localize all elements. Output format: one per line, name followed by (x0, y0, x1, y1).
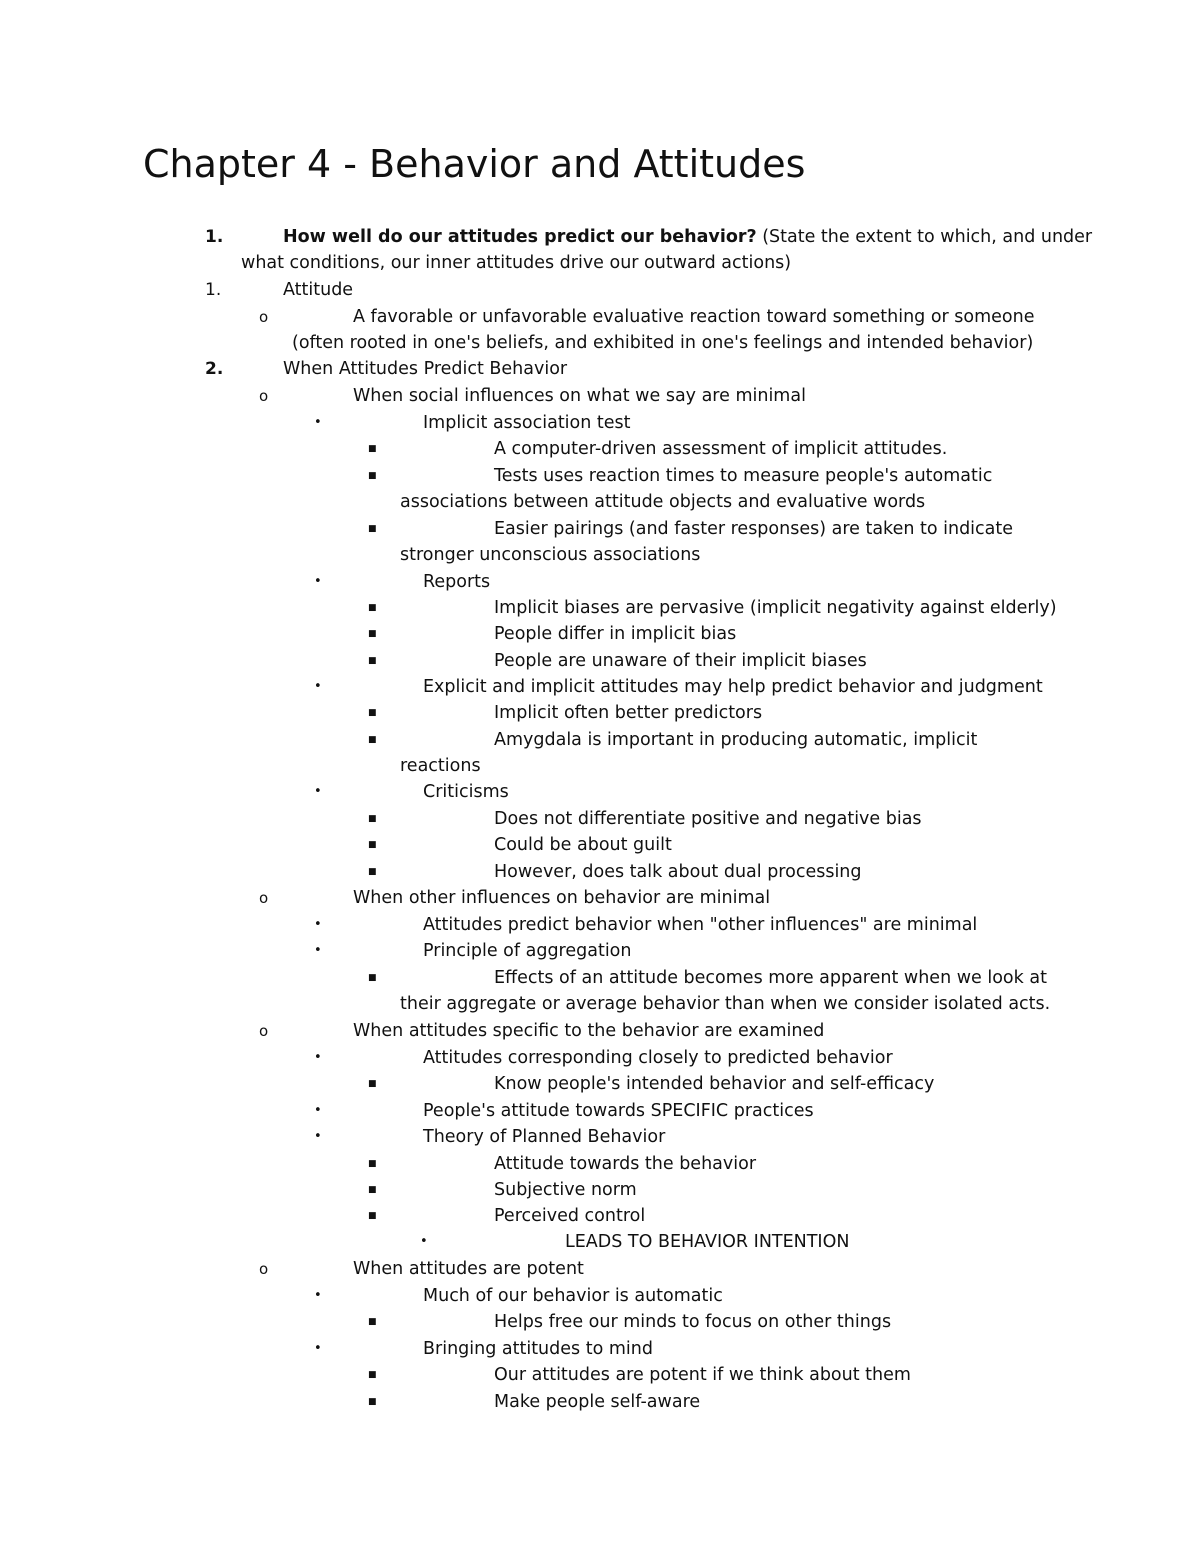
list-marker-square: ■ (368, 1317, 377, 1327)
list-item-text: Much of our behavior is automatic (423, 1286, 723, 1306)
list-item-text: A favorable or unfavorable evaluative reaction toward something or someone (353, 307, 1035, 327)
list-item-text: Attitude (283, 280, 354, 300)
list-marker-bullet: • (314, 574, 322, 589)
bold-question: How well do our attitudes predict our behavior? (283, 227, 757, 247)
list-item-text: When other influences on behavior are minimal (353, 888, 771, 908)
list-item-text: Criticisms (423, 782, 509, 802)
list-marker-num: 1. (205, 227, 224, 247)
list-item-text: A computer-driven assessment of implicit attitudes. (494, 439, 948, 459)
list-item-text: People are unaware of their implicit biases (494, 651, 867, 671)
list-marker-bullet: • (314, 1288, 322, 1303)
list-item-text: LEADS TO BEHAVIOR INTENTION (565, 1232, 850, 1252)
list-item-text: Tests uses reaction times to measure people's automatic (494, 466, 993, 486)
list-item-text: When attitudes are potent (353, 1259, 584, 1279)
list-marker-square: ■ (368, 524, 377, 534)
list-marker-square: ■ (368, 1079, 377, 1089)
list-marker-bullet: • (314, 943, 322, 958)
list-item-text: stronger unconscious associations (400, 545, 701, 565)
list-marker-square: ■ (368, 735, 377, 745)
list-item-text: Perceived control (494, 1206, 646, 1226)
list-item-text: reactions (400, 756, 481, 776)
list-item-text: People differ in implicit bias (494, 624, 737, 644)
list-item-text: Effects of an attitude becomes more apparent when we look at (494, 968, 1047, 988)
list-marker-bullet: • (314, 1341, 322, 1356)
list-item-text: Easier pairings (and faster responses) are taken to indicate (494, 519, 1014, 539)
list-item-text: Principle of aggregation (423, 941, 632, 961)
list-item-text: Implicit biases are pervasive (implicit negativity against elderly) (494, 598, 1057, 618)
list-marker-o: o (259, 308, 269, 326)
list-item-text: (often rooted in one's beliefs, and exhibited in one's feelings and intended behavior) (292, 333, 1034, 353)
list-marker-num: 1. (205, 280, 222, 300)
list-marker-bullet: • (314, 1103, 322, 1118)
list-item-text: their aggregate or average behavior than when we consider isolated acts. (400, 994, 1051, 1014)
list-marker-bullet: • (314, 679, 322, 694)
list-item-text: Helps free our minds to focus on other things (494, 1312, 892, 1332)
list-item-text: Reports (423, 572, 491, 592)
list-marker-o: o (259, 387, 269, 405)
list-item-text: Attitudes predict behavior when "other influences" are minimal (423, 915, 978, 935)
list-marker-square: ■ (368, 629, 377, 639)
page-title: Chapter 4 - Behavior and Attitudes (143, 142, 806, 186)
list-item-text: However, does talk about dual processing (494, 862, 862, 882)
list-marker-bullet: • (314, 1050, 322, 1065)
list-marker-bullet: • (314, 415, 322, 430)
list-marker-square: ■ (368, 1185, 377, 1195)
list-marker-square: ■ (368, 444, 377, 454)
list-item-text: associations between attitude objects and evaluative words (400, 492, 926, 512)
list-marker-square: ■ (368, 1370, 377, 1380)
list-item-text (283, 224, 1092, 250)
question-note: (State the extent to which, and under (756, 227, 1093, 247)
list-marker-square: ■ (368, 973, 377, 983)
list-item-text: Make people self-aware (494, 1392, 701, 1412)
list-item-text: Subjective norm (494, 1180, 637, 1200)
list-item-text: When social influences on what we say are minimal (353, 386, 806, 406)
list-marker-num: 2. (205, 359, 224, 379)
list-item-text: When attitudes specific to the behavior are examined (353, 1021, 825, 1041)
list-marker-square: ■ (368, 656, 377, 666)
list-marker-square: ■ (368, 1397, 377, 1407)
list-marker-square: ■ (368, 1159, 377, 1169)
list-item-text: Explicit and implicit attitudes may help predict behavior and judgment (423, 677, 1043, 697)
list-item-text: Know people's intended behavior and self-efficacy (494, 1074, 935, 1094)
list-item-text: People's attitude towards SPECIFIC practices (423, 1101, 814, 1121)
list-marker-o: o (259, 1260, 269, 1278)
list-item-text: Attitude towards the behavior (494, 1154, 757, 1174)
list-item-text: Amygdala is important in producing automatic, implicit (494, 730, 978, 750)
list-item-text: Could be about guilt (494, 835, 672, 855)
list-item-text: Does not differentiate positive and negative bias (494, 809, 922, 829)
list-item-text: Bringing attitudes to mind (423, 1339, 653, 1359)
list-item-text: Implicit often better predictors (494, 703, 763, 723)
list-item-text: When Attitudes Predict Behavior (283, 359, 568, 379)
list-marker-o: o (259, 1022, 269, 1040)
list-marker-square: ■ (368, 840, 377, 850)
list-marker-square: ■ (368, 471, 377, 481)
list-marker-square: ■ (368, 1211, 377, 1221)
list-item-text: Implicit association test (423, 413, 631, 433)
list-marker-o: o (259, 889, 269, 907)
list-marker-square: ■ (368, 603, 377, 613)
list-item-text: Our attitudes are potent if we think about them (494, 1365, 911, 1385)
list-item-text: Theory of Planned Behavior (423, 1127, 666, 1147)
list-marker-square: ■ (368, 814, 377, 824)
list-marker-square: ■ (368, 867, 377, 877)
list-marker-bullet: • (314, 784, 322, 799)
list-marker-square: ■ (368, 708, 377, 718)
list-item-text: what conditions, our inner attitudes drive our outward actions) (241, 253, 792, 273)
list-marker-bullet: • (314, 1129, 322, 1144)
list-item-text: Attitudes corresponding closely to predicted behavior (423, 1048, 893, 1068)
list-marker-bullet: • (420, 1234, 428, 1249)
list-marker-bullet: • (314, 917, 322, 932)
